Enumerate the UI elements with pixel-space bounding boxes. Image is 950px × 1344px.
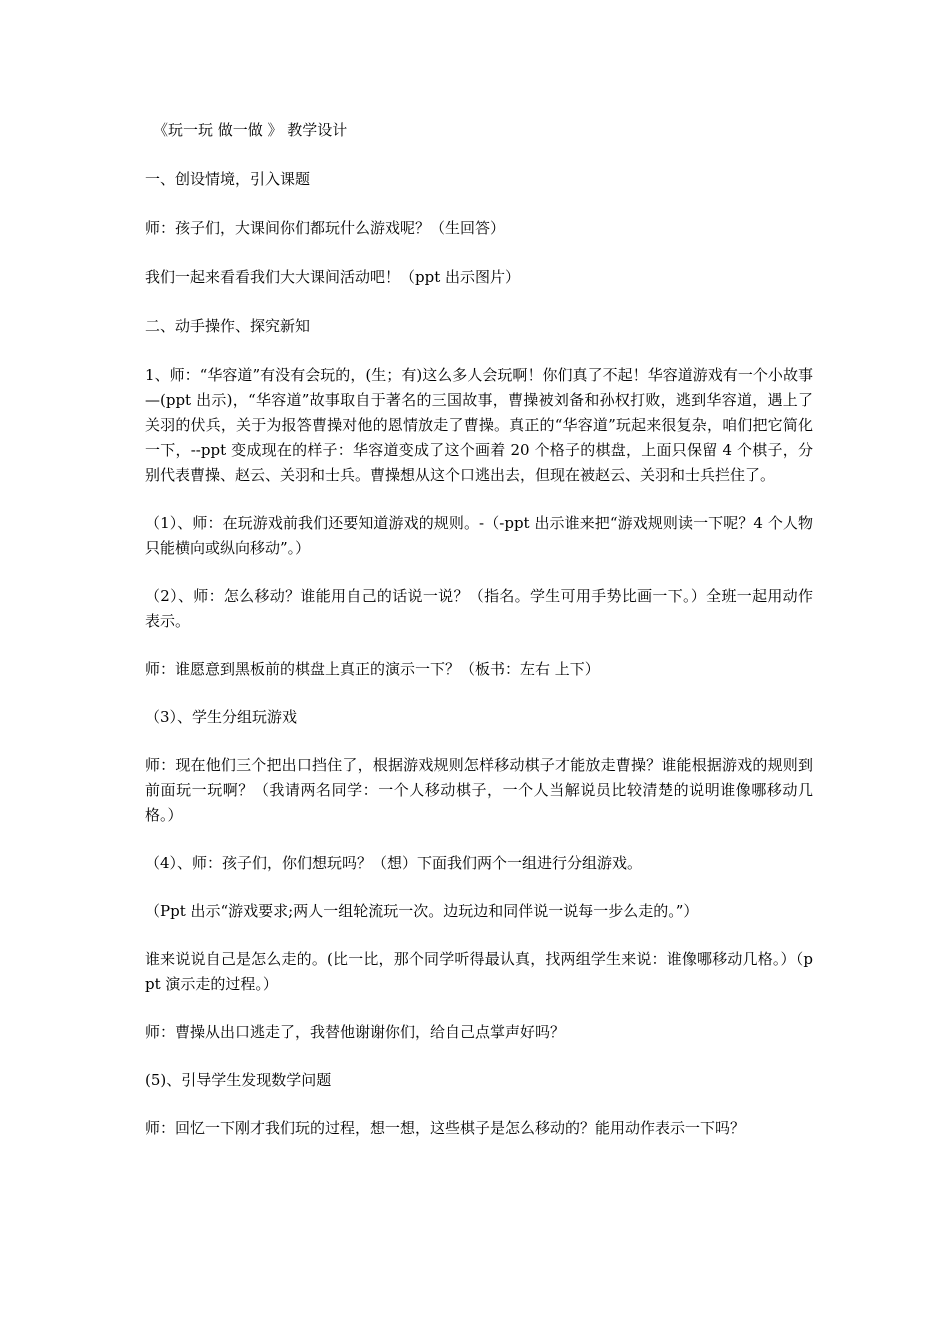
section-heading-1: 一、创设情境，引入课题 bbox=[145, 170, 311, 188]
paragraph: 师：现在他们三个把出口挡住了，根据游戏规则怎样移动棋子才能放走曹操？谁能根据游戏的规则到前面玩一玩啊？（我请两名同学：一个人移动棋子，一个人当解说员比较清楚的说明谁像哪移动几格。） bbox=[145, 756, 813, 824]
paragraph: 谁来说说自己是怎么走的。(比一比，那个同学听得最认真，找两组学生来说：谁像哪移动几格。）（ppt 演示走的过程。） bbox=[145, 950, 813, 993]
paragraph: 师：谁愿意到黑板前的棋盘上真正的演示一下？（板书：左右 上下） bbox=[145, 660, 600, 678]
paragraph: （4）、师：孩子们，你们想玩吗？（想）下面我们两个一组进行分组游戏。 bbox=[145, 854, 643, 872]
paragraph: 师：孩子们，大课间你们都玩什么游戏呢？（生回答） bbox=[145, 219, 506, 237]
paragraph: 1、师：“华容道”有没有会玩的，(生；有)这么多人会玩啊！你们真了不起！华容道游戏有一个小故事—(ppt 出示)，“华容道”故事取自于著名的三国故事，曹操被刘备和孙权打败，逃到华容道，遇上了关羽的伏兵，关于为报答曹操对他的恩情放走了曹操。真正的“华容道”玩起来很复杂，咱们把它简化一下，--ppt 变成现在的样子：华容道变成了这个画着 20 个格子的棋盘，上面只保留 4 个棋子，分别代表曹操、赵云、关羽和士兵。曹操想从这个口逃出去，但现在被赵云、关羽和士兵拦住了。 bbox=[145, 366, 813, 484]
paragraph: 我们一起来看看我们大大课间活动吧！（ppt 出示图片） bbox=[145, 268, 521, 286]
paragraph: （Ppt 出示“游戏要求;两人一组轮流玩一次。边玩边和同伴说一说每一步么走的。”） bbox=[145, 902, 699, 920]
paragraph: （2）、师：怎么移动？谁能用自己的话说一说？（指名。学生可用手势比画一下。）全班一起用动作表示。 bbox=[145, 587, 813, 630]
document-page bbox=[145, 118, 813, 1141]
paragraph: 师：曹操从出口逃走了，我替他谢谢你们，给自己点掌声好吗？ bbox=[145, 1023, 566, 1041]
paragraph: （1）、师：在玩游戏前我们还要知道游戏的规则。-（-ppt 出示谁来把“游戏规则读一下呢？4 个人物只能横向或纵向移动”。） bbox=[145, 514, 813, 557]
section-heading-2: 二、动手操作、探究新知 bbox=[145, 317, 311, 335]
subsection-heading: (5)、引导学生发现数学问题 bbox=[145, 1071, 332, 1089]
paragraph: 师：回忆一下刚才我们玩的过程，想一想，这些棋子是怎么移动的？能用动作表示一下吗？ bbox=[145, 1119, 746, 1137]
subsection-heading: （3）、学生分组玩游戏 bbox=[145, 708, 298, 726]
document-title: 《玩一玩 做一做 》 教学设计 bbox=[153, 121, 348, 139]
